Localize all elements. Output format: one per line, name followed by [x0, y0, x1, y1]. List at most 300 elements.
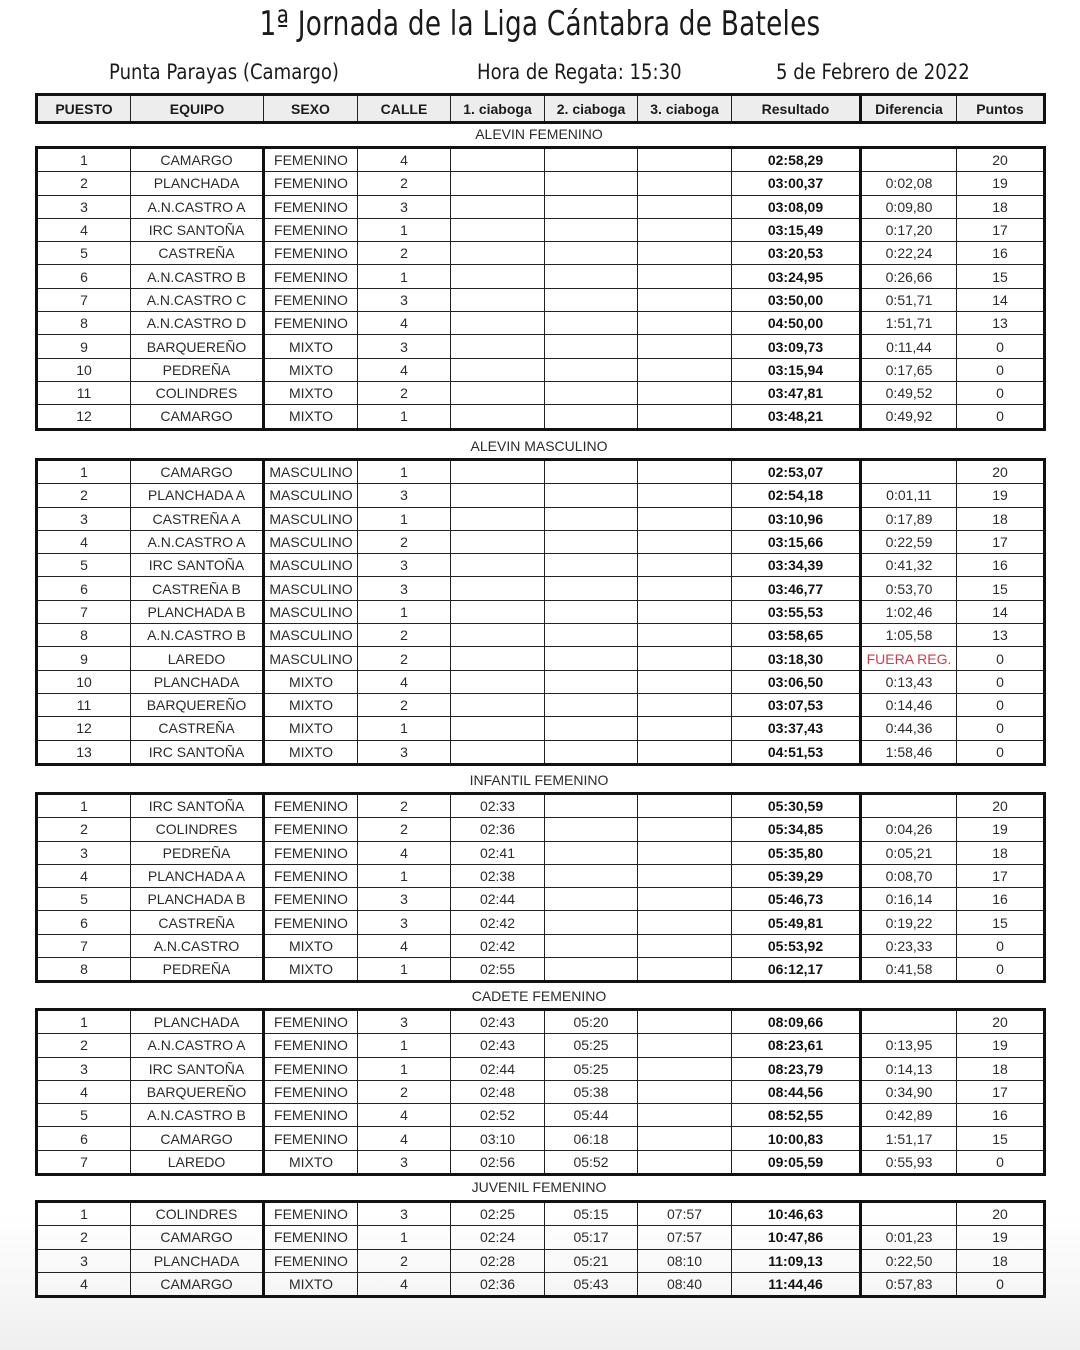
cell-diferencia: [861, 1202, 957, 1226]
table-row: [37, 172, 1045, 195]
cell-ciaboga-3: [638, 647, 732, 670]
cell-diferencia: 0:22,24: [861, 242, 957, 265]
cell-resultado: 03:15,66: [732, 530, 861, 553]
cell-calle: 3: [358, 577, 451, 600]
cell-ciaboga-2: [545, 265, 638, 288]
cell-sexo: FEMENINO: [264, 818, 358, 841]
cell-equipo: IRC SANTOÑA: [131, 740, 264, 764]
cell-ciaboga-3: [638, 507, 732, 530]
cell-calle: 4: [358, 934, 451, 957]
header-equipo: EQUIPO: [131, 95, 264, 123]
table-row: [37, 148, 1045, 172]
cell-puesto: 3: [37, 841, 131, 864]
cell-sexo: FEMENINO: [264, 265, 358, 288]
cell-ciaboga-2: [545, 864, 638, 887]
cell-resultado: 09:05,59: [732, 1150, 861, 1174]
cell-puesto: 12: [37, 405, 131, 429]
cell-calle: 1: [358, 1034, 451, 1057]
cell-resultado: 05:49,81: [732, 911, 861, 934]
cell-resultado: 03:18,30: [732, 647, 861, 670]
cell-calle: 4: [358, 148, 451, 172]
cell-calle: 2: [358, 172, 451, 195]
cell-resultado: 11:44,46: [732, 1272, 861, 1296]
cell-puntos: 0: [957, 670, 1045, 693]
race-date: 5 de Febrero de 2022: [776, 60, 970, 84]
cell-ciaboga-1: 02:28: [451, 1249, 545, 1272]
cell-resultado: 03:48,21: [732, 405, 861, 429]
cell-sexo: FEMENINO: [264, 1202, 358, 1226]
cell-ciaboga-2: [545, 530, 638, 553]
cell-ciaboga-2: [545, 484, 638, 507]
cell-equipo: IRC SANTOÑA: [131, 794, 264, 818]
table-row: [37, 1104, 1045, 1127]
cell-ciaboga-1: [451, 195, 545, 218]
cell-resultado: 03:07,53: [732, 693, 861, 716]
cell-ciaboga-2: [545, 460, 638, 484]
cell-resultado: 08:52,55: [732, 1104, 861, 1127]
cell-ciaboga-1: 02:56: [451, 1150, 545, 1174]
race-time: Hora de Regata: 15:30: [477, 60, 682, 84]
cell-sexo: MASCULINO: [264, 624, 358, 647]
cell-ciaboga-1: 02:44: [451, 1057, 545, 1080]
cell-sexo: MASCULINO: [264, 600, 358, 623]
cell-ciaboga-3: [638, 148, 732, 172]
cell-puesto: 6: [37, 911, 131, 934]
cell-ciaboga-1: 02:43: [451, 1034, 545, 1057]
table-row: [37, 288, 1045, 311]
cell-ciaboga-1: 03:10: [451, 1127, 545, 1150]
cell-equipo: A.N.CASTRO: [131, 934, 264, 957]
cell-ciaboga-3: [638, 358, 732, 381]
cell-ciaboga-3: [638, 1104, 732, 1127]
cell-equipo: IRC SANTOÑA: [131, 218, 264, 241]
cell-equipo: PEDREÑA: [131, 358, 264, 381]
cell-puntos: 0: [957, 693, 1045, 716]
cell-resultado: 11:09,13: [732, 1249, 861, 1272]
cell-puesto: 4: [37, 530, 131, 553]
cell-sexo: MIXTO: [264, 958, 358, 982]
cell-ciaboga-3: [638, 794, 732, 818]
cell-equipo: IRC SANTOÑA: [131, 554, 264, 577]
cell-ciaboga-3: [638, 1010, 732, 1034]
cell-diferencia: 0:04,26: [861, 818, 957, 841]
table-row: [37, 1034, 1045, 1057]
column-header-table: [35, 93, 1046, 124]
cell-ciaboga-2: [545, 148, 638, 172]
cell-equipo: PLANCHADA A: [131, 484, 264, 507]
cell-puesto: 3: [37, 1057, 131, 1080]
page-title: 1ª Jornada de la Liga Cántabra de Bateles: [259, 4, 821, 44]
cell-equipo: PLANCHADA: [131, 1010, 264, 1034]
table-row: [37, 794, 1045, 818]
cell-puntos: 13: [957, 624, 1045, 647]
header-puesto: PUESTO: [37, 95, 131, 123]
cell-puesto: 4: [37, 1080, 131, 1103]
cell-ciaboga-1: 02:42: [451, 934, 545, 957]
cell-sexo: MIXTO: [264, 335, 358, 358]
cell-diferencia: FUERA REG.: [861, 647, 957, 670]
cell-ciaboga-1: [451, 530, 545, 553]
table-row: [37, 554, 1045, 577]
cell-equipo: A.N.CASTRO C: [131, 288, 264, 311]
cell-ciaboga-1: 02:33: [451, 794, 545, 818]
cell-ciaboga-1: [451, 312, 545, 335]
cell-ciaboga-3: [638, 405, 732, 429]
table-row: [37, 934, 1045, 957]
cell-puntos: 19: [957, 1034, 1045, 1057]
cell-resultado: 10:47,86: [732, 1226, 861, 1249]
cell-puntos: 0: [957, 647, 1045, 670]
cell-puntos: 0: [957, 717, 1045, 740]
cell-resultado: 03:58,65: [732, 624, 861, 647]
cell-sexo: MIXTO: [264, 934, 358, 957]
cell-resultado: 04:50,00: [732, 312, 861, 335]
cell-ciaboga-3: [638, 195, 732, 218]
cell-resultado: 04:51,53: [732, 740, 861, 764]
cell-diferencia: 0:14,46: [861, 693, 957, 716]
cell-diferencia: 0:05,21: [861, 841, 957, 864]
cell-diferencia: [861, 148, 957, 172]
cell-ciaboga-2: [545, 218, 638, 241]
cell-puesto: 3: [37, 507, 131, 530]
cell-ciaboga-1: [451, 242, 545, 265]
table-row: [37, 600, 1045, 623]
cell-equipo: CAMARGO: [131, 405, 264, 429]
cell-equipo: PLANCHADA: [131, 172, 264, 195]
cell-equipo: CASTREÑA: [131, 717, 264, 740]
cell-diferencia: 0:34,90: [861, 1080, 957, 1103]
cell-puesto: 1: [37, 148, 131, 172]
table-row: [37, 312, 1045, 335]
cell-ciaboga-1: [451, 507, 545, 530]
cell-resultado: 06:12,17: [732, 958, 861, 982]
cell-puesto: 8: [37, 624, 131, 647]
cell-puesto: 9: [37, 335, 131, 358]
cell-diferencia: 0:17,89: [861, 507, 957, 530]
cell-ciaboga-2: [545, 740, 638, 764]
cell-calle: 2: [358, 1080, 451, 1103]
cell-puesto: 10: [37, 358, 131, 381]
cell-ciaboga-2: [545, 358, 638, 381]
cell-sexo: FEMENINO: [264, 888, 358, 911]
cell-calle: 3: [358, 740, 451, 764]
cell-sexo: FEMENINO: [264, 911, 358, 934]
cell-ciaboga-1: [451, 670, 545, 693]
cell-puntos: 17: [957, 530, 1045, 553]
cell-puntos: 18: [957, 507, 1045, 530]
cell-ciaboga-3: [638, 577, 732, 600]
cell-diferencia: 0:51,71: [861, 288, 957, 311]
cell-sexo: FEMENINO: [264, 148, 358, 172]
cell-ciaboga-1: 02:38: [451, 864, 545, 887]
cell-sexo: FEMENINO: [264, 864, 358, 887]
cell-equipo: BARQUEREÑO: [131, 693, 264, 716]
cell-ciaboga-1: [451, 288, 545, 311]
cell-ciaboga-2: [545, 958, 638, 982]
cell-ciaboga-3: 08:10: [638, 1249, 732, 1272]
cell-diferencia: [861, 794, 957, 818]
cell-calle: 1: [358, 717, 451, 740]
cell-sexo: MIXTO: [264, 740, 358, 764]
cell-calle: 1: [358, 507, 451, 530]
category-label: INFANTIL FEMENINO: [469, 772, 609, 788]
cell-equipo: CASTREÑA B: [131, 577, 264, 600]
cell-sexo: MASCULINO: [264, 577, 358, 600]
table-row: [37, 1249, 1045, 1272]
cell-sexo: MASCULINO: [264, 554, 358, 577]
cell-diferencia: 0:44,36: [861, 717, 957, 740]
cell-calle: 1: [358, 460, 451, 484]
cell-resultado: 05:53,92: [732, 934, 861, 957]
cell-ciaboga-1: 02:24: [451, 1226, 545, 1249]
cell-puesto: 11: [37, 381, 131, 404]
cell-calle: 1: [358, 265, 451, 288]
cell-ciaboga-2: [545, 717, 638, 740]
cell-calle: 4: [358, 1104, 451, 1127]
cell-ciaboga-3: [638, 818, 732, 841]
cell-ciaboga-3: [638, 381, 732, 404]
cell-ciaboga-2: [545, 312, 638, 335]
cell-ciaboga-3: [638, 265, 732, 288]
cell-ciaboga-3: [638, 242, 732, 265]
results-table: [35, 458, 1046, 766]
cell-puntos: 20: [957, 148, 1045, 172]
cell-puesto: 13: [37, 740, 131, 764]
cell-ciaboga-1: [451, 218, 545, 241]
cell-puntos: 20: [957, 794, 1045, 818]
cell-puesto: 10: [37, 670, 131, 693]
cell-diferencia: 0:49,92: [861, 405, 957, 429]
cell-ciaboga-2: [545, 670, 638, 693]
cell-puntos: 20: [957, 460, 1045, 484]
cell-resultado: 10:46,63: [732, 1202, 861, 1226]
cell-puesto: 2: [37, 172, 131, 195]
cell-ciaboga-1: [451, 600, 545, 623]
results-table: [35, 1200, 1046, 1298]
cell-ciaboga-1: 02:43: [451, 1010, 545, 1034]
cell-ciaboga-1: 02:25: [451, 1202, 545, 1226]
cell-sexo: FEMENINO: [264, 288, 358, 311]
cell-puesto: 9: [37, 647, 131, 670]
table-row: [37, 1226, 1045, 1249]
cell-ciaboga-1: [451, 358, 545, 381]
cell-ciaboga-3: [638, 958, 732, 982]
cell-sexo: MASCULINO: [264, 460, 358, 484]
table-row: [37, 1150, 1045, 1174]
cell-ciaboga-2: [545, 841, 638, 864]
cell-diferencia: 0:57,83: [861, 1272, 957, 1296]
cell-equipo: CAMARGO: [131, 1226, 264, 1249]
cell-puntos: 14: [957, 600, 1045, 623]
cell-calle: 3: [358, 554, 451, 577]
cell-calle: 3: [358, 288, 451, 311]
cell-puesto: 1: [37, 794, 131, 818]
cell-equipo: A.N.CASTRO A: [131, 195, 264, 218]
cell-calle: 3: [358, 911, 451, 934]
cell-ciaboga-2: [545, 242, 638, 265]
cell-ciaboga-2: [545, 405, 638, 429]
cell-puesto: 6: [37, 1127, 131, 1150]
cell-calle: 4: [358, 312, 451, 335]
cell-diferencia: 0:41,32: [861, 554, 957, 577]
cell-resultado: 02:54,18: [732, 484, 861, 507]
cell-puntos: 18: [957, 1249, 1045, 1272]
cell-diferencia: 0:13,43: [861, 670, 957, 693]
cell-resultado: 10:00,83: [732, 1127, 861, 1150]
cell-puntos: 15: [957, 911, 1045, 934]
cell-resultado: 05:35,80: [732, 841, 861, 864]
cell-ciaboga-3: [638, 218, 732, 241]
cell-ciaboga-1: [451, 740, 545, 764]
cell-resultado: 05:39,29: [732, 864, 861, 887]
cell-puesto: 3: [37, 1249, 131, 1272]
cell-ciaboga-1: [451, 554, 545, 577]
cell-ciaboga-3: [638, 670, 732, 693]
cell-calle: 2: [358, 530, 451, 553]
cell-calle: 3: [358, 888, 451, 911]
cell-ciaboga-2: [545, 507, 638, 530]
cell-diferencia: 0:13,95: [861, 1034, 957, 1057]
cell-calle: 4: [358, 358, 451, 381]
cell-puntos: 0: [957, 335, 1045, 358]
table-row: [37, 624, 1045, 647]
cell-calle: 4: [358, 1272, 451, 1296]
cell-calle: 3: [358, 1010, 451, 1034]
cell-ciaboga-3: [638, 1057, 732, 1080]
header-resultado: Resultado: [732, 95, 861, 123]
cell-equipo: COLINDRES: [131, 818, 264, 841]
table-row: [37, 1057, 1045, 1080]
cell-resultado: 08:23,79: [732, 1057, 861, 1080]
cell-puntos: 16: [957, 242, 1045, 265]
cell-equipo: CASTREÑA: [131, 911, 264, 934]
cell-equipo: CAMARGO: [131, 148, 264, 172]
table-row: [37, 335, 1045, 358]
header-calle: CALLE: [358, 95, 451, 123]
cell-ciaboga-2: 05:43: [545, 1272, 638, 1296]
cell-resultado: 03:47,81: [732, 381, 861, 404]
cell-puesto: 1: [37, 1010, 131, 1034]
cell-sexo: FEMENINO: [264, 841, 358, 864]
results-table: [35, 792, 1046, 983]
cell-ciaboga-2: [545, 693, 638, 716]
category-label: ALEVIN FEMENINO: [475, 126, 603, 142]
cell-ciaboga-1: [451, 717, 545, 740]
cell-ciaboga-3: [638, 1150, 732, 1174]
cell-ciaboga-1: [451, 460, 545, 484]
cell-calle: 1: [358, 1226, 451, 1249]
header-row: [37, 95, 1045, 123]
cell-equipo: A.N.CASTRO A: [131, 1034, 264, 1057]
cell-puntos: 20: [957, 1010, 1045, 1034]
table-row: [37, 1202, 1045, 1226]
cell-puesto: 7: [37, 600, 131, 623]
cell-equipo: CASTREÑA A: [131, 507, 264, 530]
cell-calle: 2: [358, 818, 451, 841]
cell-puesto: 4: [37, 218, 131, 241]
cell-diferencia: 0:17,65: [861, 358, 957, 381]
cell-sexo: FEMENINO: [264, 218, 358, 241]
cell-puesto: 8: [37, 958, 131, 982]
cell-puntos: 15: [957, 577, 1045, 600]
cell-puntos: 0: [957, 381, 1045, 404]
cell-puesto: 1: [37, 1202, 131, 1226]
table-row: [37, 381, 1045, 404]
table-row: [37, 507, 1045, 530]
cell-equipo: PLANCHADA B: [131, 888, 264, 911]
cell-puesto: 5: [37, 554, 131, 577]
cell-resultado: 03:50,00: [732, 288, 861, 311]
cell-puesto: 7: [37, 934, 131, 957]
table-row: [37, 218, 1045, 241]
cell-ciaboga-3: [638, 554, 732, 577]
cell-calle: 1: [358, 1057, 451, 1080]
cell-puesto: 6: [37, 265, 131, 288]
cell-equipo: A.N.CASTRO A: [131, 530, 264, 553]
cell-puntos: 0: [957, 358, 1045, 381]
cell-resultado: 03:20,53: [732, 242, 861, 265]
table-row: [37, 958, 1045, 982]
cell-calle: 3: [358, 484, 451, 507]
cell-ciaboga-1: 02:36: [451, 818, 545, 841]
cell-ciaboga-2: 05:20: [545, 1010, 638, 1034]
cell-ciaboga-2: [545, 172, 638, 195]
cell-diferencia: 0:01,11: [861, 484, 957, 507]
category-label: CADETE FEMENINO: [471, 988, 607, 1004]
category-label: JUVENIL FEMENINO: [471, 1179, 607, 1195]
cell-ciaboga-3: [638, 693, 732, 716]
cell-sexo: FEMENINO: [264, 172, 358, 195]
table-row: [37, 265, 1045, 288]
table-row: [37, 717, 1045, 740]
table-row: [37, 693, 1045, 716]
cell-puntos: 0: [957, 1272, 1045, 1296]
cell-puesto: 2: [37, 484, 131, 507]
cell-ciaboga-2: [545, 335, 638, 358]
cell-ciaboga-2: 05:21: [545, 1249, 638, 1272]
cell-ciaboga-3: [638, 717, 732, 740]
table-row: [37, 1127, 1045, 1150]
cell-calle: 2: [358, 794, 451, 818]
cell-sexo: MIXTO: [264, 693, 358, 716]
cell-sexo: FEMENINO: [264, 1249, 358, 1272]
cell-ciaboga-3: [638, 888, 732, 911]
cell-ciaboga-1: 02:55: [451, 958, 545, 982]
table-row: [37, 1010, 1045, 1034]
cell-calle: 2: [358, 647, 451, 670]
subtitle-row: [0, 60, 1080, 90]
cell-calle: 4: [358, 670, 451, 693]
cell-resultado: 05:46,73: [732, 888, 861, 911]
cell-sexo: MIXTO: [264, 381, 358, 404]
cell-sexo: FEMENINO: [264, 1034, 358, 1057]
cell-equipo: CAMARGO: [131, 460, 264, 484]
cell-diferencia: 0:14,13: [861, 1057, 957, 1080]
cell-sexo: MIXTO: [264, 717, 358, 740]
cell-ciaboga-3: [638, 864, 732, 887]
cell-ciaboga-2: [545, 818, 638, 841]
location: Punta Parayas (Camargo): [109, 60, 339, 84]
cell-puntos: 15: [957, 265, 1045, 288]
cell-equipo: A.N.CASTRO B: [131, 265, 264, 288]
cell-puesto: 5: [37, 888, 131, 911]
cell-equipo: PLANCHADA A: [131, 864, 264, 887]
cell-ciaboga-2: [545, 195, 638, 218]
cell-resultado: 03:34,39: [732, 554, 861, 577]
cell-equipo: PLANCHADA B: [131, 600, 264, 623]
cell-ciaboga-3: 08:40: [638, 1272, 732, 1296]
cell-ciaboga-2: [545, 647, 638, 670]
